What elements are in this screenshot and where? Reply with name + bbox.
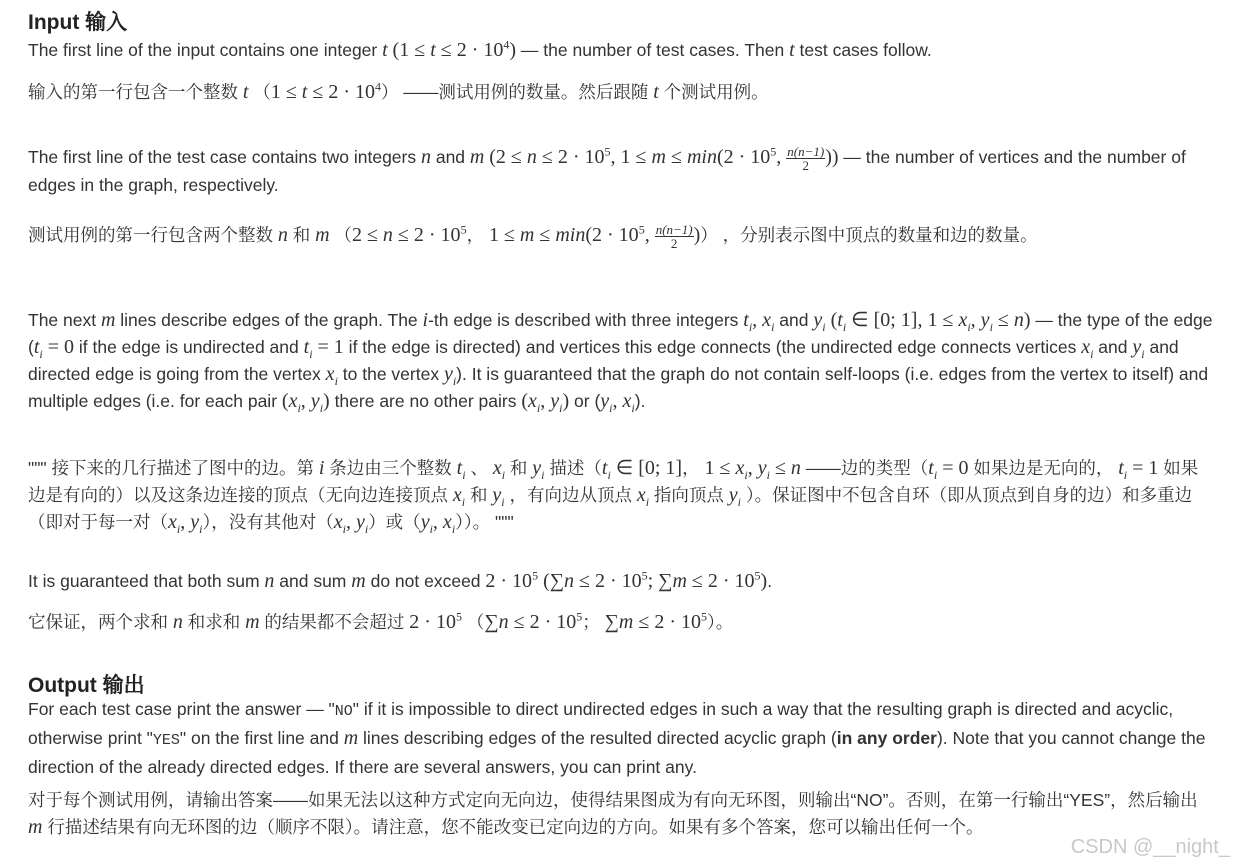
output-paragraph-zh: 对于每个测试用例，请输出答案——如果无法以这种方式定向无向边，使得结果图成为有向无环图，则输出“NO”。否则，在第一行输出“YES”，然后输出 m 行描述结果有向无环图的边（顺序不限）。请注意，您不能改变已定向边的方向。如果有多个答案，您可以输出任何一个。 xyxy=(28,790,1198,838)
input-paragraph-zh-1: 输入的第一行包含一个整数 t $(1 \le t \le 2 \cdot 10^4)$ ——测试用例的数量。然后跟随 t 个测试用例。 xyxy=(28,79,769,103)
input-paragraph-en-2: The first line of the test case contains two integers n and m ($2 \le n \le 2 \cdot 10^5$, $1 \le m \le \min(2 \cdot 10^5$, $\frac{n(n-1)}{2}$ )) — the number of vertices and the number of edges in the graph, respectively. xyxy=(28,143,1186,195)
input-paragraph-en-1: The first line of the input contains one integer t $(1 \le t \le 2 \cdot 10^4)$ — the number of test cases. Then t test cases follow. xyxy=(28,37,932,61)
input-paragraph-zh-4: 它保证，两个求和 n 和求和 m 的结果都不会超过 $2 \cdot 10^5$ （$\sum n \le 2 \cdot 10^5$； $\sum m \le 2 \cdot 10^5$）。 xyxy=(28,609,734,633)
emphasis-in-any-order: in any order xyxy=(836,728,937,748)
input-paragraph-en-3: The next m lines describe edges of the graph. The i-th edge is described with three integers $t_i$, $x_i$ and $y_i$ ($t_i$ ∈ [0; 1], $1 \le x_i$, $y_i \le n$) — the type of the edge ($t_i = 0$ if the edge is undirected and $t_i = 1$ if the edge is directed) and vertices this edge connects (the undirected edge connects vertices $x_i$ and $y_i$ and directed edge is going from the vertex $x_i$ to the vertex $y_i$). It is guaranteed that the graph do not contain self-loops (i.e. edges from the vertex to itself) and multiple edges (i.e. for each pair ($x_i$, $y_i$) there are no other pairs ($x_i$, $y_i$) or ($y_i$, $x_i$). xyxy=(28,309,1213,415)
csdn-watermark: CSDN @__night_ xyxy=(1070,836,1230,858)
output-paragraph-en: For each test case print the answer — "NO" if it is impossible to direct undirected edges in such a way that the resulting graph is directed and acyclic, otherwise print "YES" on the first line and m lines describing edges of the resulted directed acyclic graph (in any order). Note that you cannot change the direction of the already directed edges. If there are several answers, you can print any. xyxy=(28,699,1206,777)
input-paragraph-zh-3: """ 接下来的几行描述了图中的边。第 i 条边由三个整数 $t_i$ 、 $x_i$ 和 $y_i$ 描述（$t_i$ ∈ [0; 1]， $1 \le x_i$, $y_i \le n$ ——边的类型（$t_i = 0$ 如果边是无向的， $t_i = 1$ 如果边是有向的）以及这条边连接的顶点（无向边连接顶点 $x_i$ 和 $y_i$ ，有向边从顶点 $x_i$ 指向顶点 $y_i$ ）。保证图中不包含自环（即从顶点到自身的边）和多重边（即对于每一对（$x_i$, $y_i$），没有其他对（$x_i$, $y_i$）或（$y_i$, $x_i$））。 """ xyxy=(28,457,1199,536)
code-yes: YES xyxy=(152,732,180,749)
input-section-title: Input 输入 xyxy=(28,11,128,34)
output-section-title: Output 输出 xyxy=(28,674,145,697)
code-no: NO xyxy=(334,703,353,720)
input-paragraph-zh-2: 测试用例的第一行包含两个整数 n 和 m （$2 \le n \le 2 \cdot 10^5$， $1 \le m \le \min(2 \cdot 10^5$, $\frac{n(n-1)}{2}$ )） ，分别表示图中顶点的数量和边的数量。 xyxy=(28,221,1038,251)
input-paragraph-en-4: It is guaranteed that both sum n and sum m do not exceed $2 \cdot 10^5$ ($\sum n \le 2 \cdot 10^5$; $\sum m \le 2 \cdot 10^5$). xyxy=(28,568,773,592)
